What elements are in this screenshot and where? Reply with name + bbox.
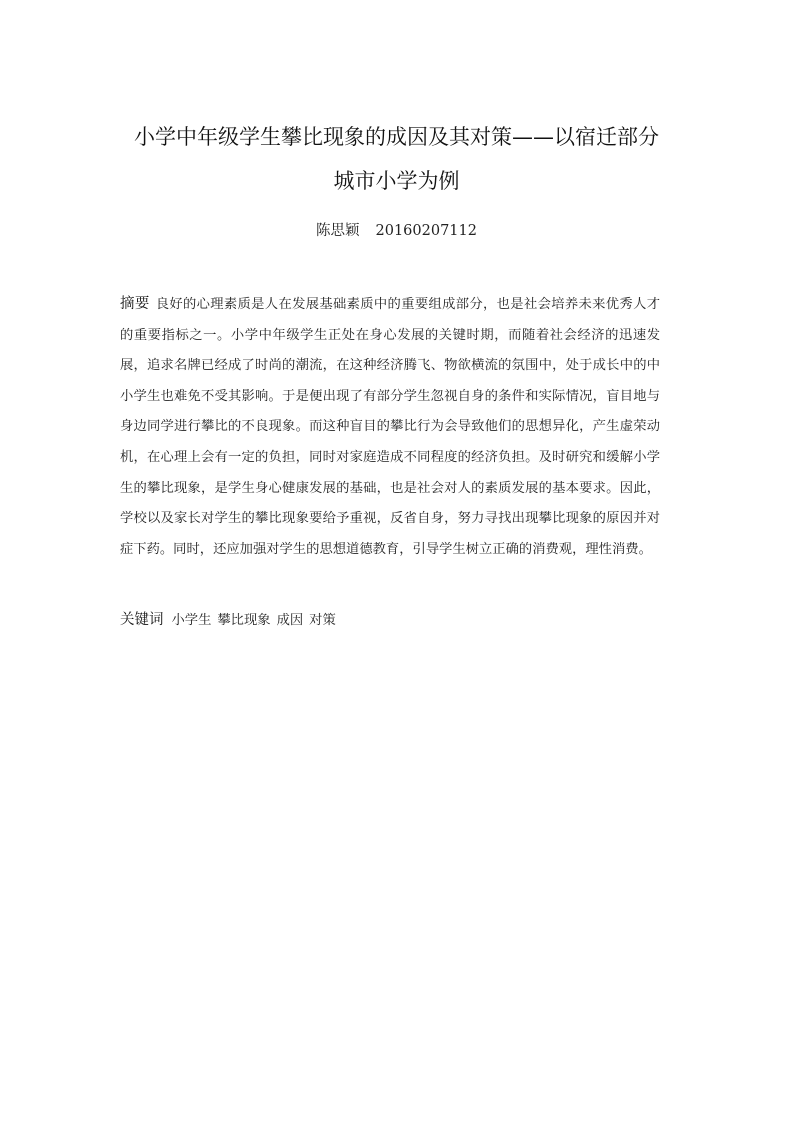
abstract-text: 良好的心理素质是人在发展基础素质中的重要组成部分，也是社会培养未来优秀人才的重要指标之一。小学中年级学生正处在身心发展的关键时期，而随着社会经济的迅速发展，追求名牌已经成了时尚的潮流，在这种经济腾飞、物欲横流的氛围中，处于成长中的中小学生也难免不受其影响。于是便出现了有部分学生忽视自身的条件和实际情况，盲目地与身边同学进行攀比的不良现象。而这种盲目的攀比行为会导致他们的思想异化，产生虚荣动机，在心理上会有一定的负担，同时对家庭造成不同程度的经济负担。及时研究和缓解小学生的攀比现象，是学生身心健康发展的基础，也是社会对人的素质发展的基本要求。因此，学校以及家长对学生的攀比现象要给予重视，反省自身，努力寻找出现攀比现象的原因并对症下药。同时，还应加强对学生的思想道德教育，引导学生树立正确的消费观，理性消费。 bbox=[120, 297, 661, 557]
keyword-item: 小学生 bbox=[171, 613, 212, 628]
abstract-paragraph bbox=[120, 289, 660, 565]
keywords-label: 关键词 bbox=[120, 612, 164, 628]
title-line-2: 城市小学为例 bbox=[333, 169, 460, 193]
keywords-line bbox=[120, 606, 660, 635]
keyword-item: 成因 bbox=[276, 613, 304, 628]
abstract-label: 摘要 bbox=[120, 296, 150, 312]
author-line bbox=[100, 219, 693, 243]
title-line-1: 小学中年级学生攀比现象的成因及其对策——以宿迁部分 bbox=[134, 125, 659, 149]
keyword-item: 对策 bbox=[309, 613, 336, 628]
author-name: 陈思颖 bbox=[316, 223, 360, 239]
keyword-item: 攀比现象 bbox=[217, 613, 271, 628]
student-id: 20160207112 bbox=[375, 223, 477, 239]
